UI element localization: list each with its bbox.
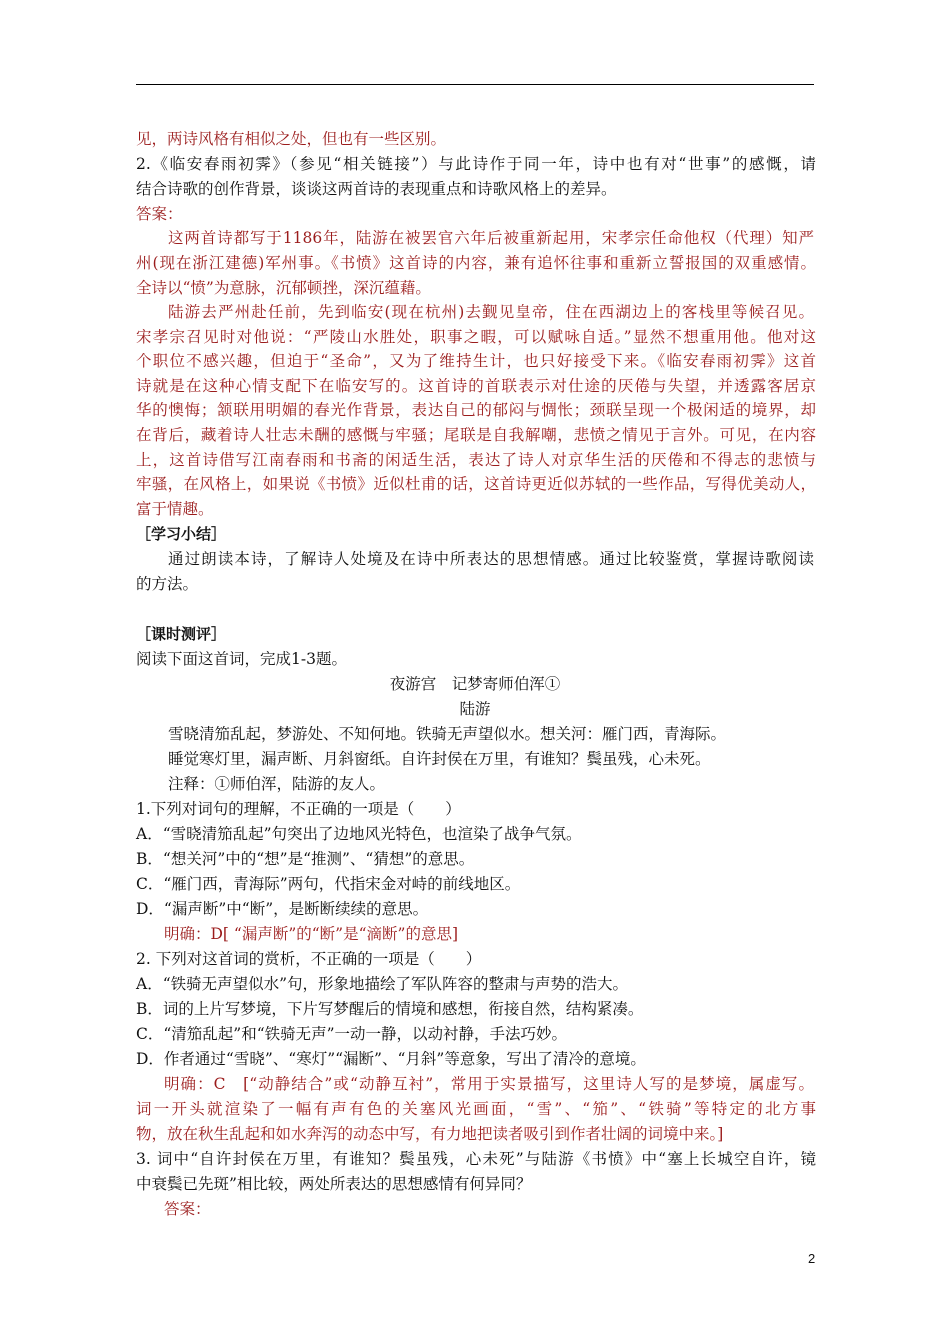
question-2-option-c: C．“清笳乱起”和“铁骑无声”一动一静，以动衬静，手法巧妙。 bbox=[136, 1025, 568, 1043]
answer-paragraph: 全诗以“愤”为意脉，沉郁顿挫，深沉蕴藉。 bbox=[136, 279, 431, 297]
answer-paragraph: 在背后，藏着诗人壮志未酬的感慨与牢骚；尾联是自我解嘲，悲愤之情见于言外。可见，在内容 bbox=[136, 426, 816, 444]
question-2-option-b: B．词的上片写梦境，下片写梦醒后的情境和感想，衔接自然，结构紧凑。 bbox=[136, 1000, 644, 1018]
question-2-answer: 词一开头就渲染了一幅有声有色的关塞风光画面，“雪”、“笳”、“铁骑”等特定的北方事 bbox=[136, 1100, 816, 1118]
answer-paragraph: 华的懊悔；颔联用明媚的春光作背景，表达自己的郁闷与惆怅；颈联呈现一个极闲适的境界，却 bbox=[136, 401, 816, 419]
poem-stanza: 睡觉寒灯里，漏声断、月斜窗纸。自许封侯在万里，有谁知？鬓虽残，心未死。 bbox=[168, 750, 711, 768]
question-2: 2. 下列对这首词的赏析，不正确的一项是（ ） bbox=[136, 950, 482, 968]
section-heading-summary: ［学习小结］ bbox=[136, 525, 227, 543]
question-1-option-a: A．“雪晓清笳乱起”句突出了边地风光特色，也渲染了战争气氛。 bbox=[136, 825, 582, 843]
question-1: 1.下列对词句的理解，不正确的一项是（ ） bbox=[136, 800, 461, 818]
answer-paragraph: 个职位不感兴趣，但迫于“圣命”，又为了维持生计，也只好接受下来。《临安春雨初霁》这首 bbox=[136, 352, 816, 370]
answer-paragraph: 州(现在浙江建德)军州事。《书愤》这首诗的内容，兼有追怀往事和重新立誓报国的双重感情。 bbox=[136, 254, 816, 272]
question-2-option-a: A．“铁骑无声望似水”句，形象地描绘了军队阵容的整肃与声势的浩大。 bbox=[136, 975, 629, 993]
answer-label: 答案： bbox=[136, 205, 183, 223]
reading-instruction: 阅读下面这首词，完成1-3题。 bbox=[136, 650, 347, 668]
question-1-option-b: B．“想关河”中的“想”是“推测”、“猜想”的意思。 bbox=[136, 850, 475, 868]
question-3: 3. 词中“自许封侯在万里，有谁知？鬓虽残，心未死”与陆游《书愤》中“塞上长城空自许，镜 bbox=[136, 1150, 816, 1168]
question-1-option-c: C．“雁门西，青海际”两句，代指宋金对峙的前线地区。 bbox=[136, 875, 521, 893]
answer-paragraph: 牢骚，在风格上，如果说《书愤》近似杜甫的话，这首诗更近似苏轼的一些作品，写得优美动人， bbox=[136, 475, 816, 493]
question-1-answer: 明确：D[ “漏声断”的“断”是“滴断”的意思] bbox=[164, 925, 458, 943]
answer-paragraph: 这两首诗都写于1186年，陆游在被罢官六年后被重新起用，宋孝宗任命他权（代理）知严 bbox=[168, 229, 814, 247]
poem-annotation: 注释：①师伯浑，陆游的友人。 bbox=[168, 775, 386, 793]
answer-line: 见，两诗风格有相似之处，但也有一些区别。 bbox=[136, 130, 447, 148]
answer-paragraph: 陆游去严州赴任前，先到临安(现在杭州)去觐见皇帝，住在西湖边上的客栈里等候召见。 bbox=[168, 303, 814, 321]
question-2-answer: 明确：C [“动静结合”或“动静互衬”，常用于实景描写，这里诗人写的是梦境，属虚写。 bbox=[164, 1075, 814, 1093]
answer-paragraph: 宋孝宗召见时对他说：“严陵山水胜处，职事之暇，可以赋咏自适。”显然不想重用他。他对这 bbox=[136, 328, 816, 346]
poem-stanza: 雪晓清笳乱起，梦游处、不知何地。铁骑无声望似水。想关河：雁门西，青海际。 bbox=[168, 725, 727, 743]
header-rule bbox=[136, 84, 814, 85]
poem-author: 陆游 bbox=[459, 700, 491, 718]
question-2-option-d: D．作者通过“雪晓”、“寒灯”“漏断”、“月斜”等意象，写出了清冷的意境。 bbox=[136, 1050, 646, 1068]
question-2-prompt: 结合诗歌的创作背景，谈谈这两首诗的表现重点和诗歌风格上的差异。 bbox=[136, 180, 617, 198]
summary-paragraph: 的方法。 bbox=[136, 575, 199, 593]
question-1-option-d: D．“漏声断”中“断”，是断断续续的意思。 bbox=[136, 900, 429, 918]
answer-paragraph: 上，这首诗借写江南春雨和书斋的闲适生活，表达了诗人对京华生活的厌倦和不得志的悲愤与 bbox=[136, 451, 816, 469]
question-3-answer-label: 答案： bbox=[164, 1200, 211, 1218]
question-3: 中衰鬓已先斑”相比较，两处所表达的思想感情有何异同？ bbox=[136, 1175, 532, 1193]
question-2-prompt: 2.《临安春雨初霁》（参见“相关链接”）与此诗作于同一年，诗中也有对“世事”的感慨，请 bbox=[136, 155, 816, 173]
poem-title: 夜游宫 记梦寄师伯浑① bbox=[389, 675, 561, 693]
page-number: 2 bbox=[808, 1251, 816, 1266]
answer-paragraph: 富于情趣。 bbox=[136, 500, 214, 518]
answer-paragraph: 诗就是在这种心情支配下在临安写的。这首诗的首联表示对仕途的厌倦与失望，并透露客居京 bbox=[136, 377, 816, 395]
summary-paragraph: 通过朗读本诗，了解诗人处境及在诗中所表达的思想情感。通过比较鉴赏，掌握诗歌阅读 bbox=[168, 550, 814, 568]
section-heading-assessment: ［课时测评］ bbox=[136, 625, 227, 643]
question-2-answer: 物，放在秋生乱起和如水奔泻的动态中写，有力地把读者吸引到作者壮阔的词境中来。] bbox=[136, 1125, 724, 1143]
